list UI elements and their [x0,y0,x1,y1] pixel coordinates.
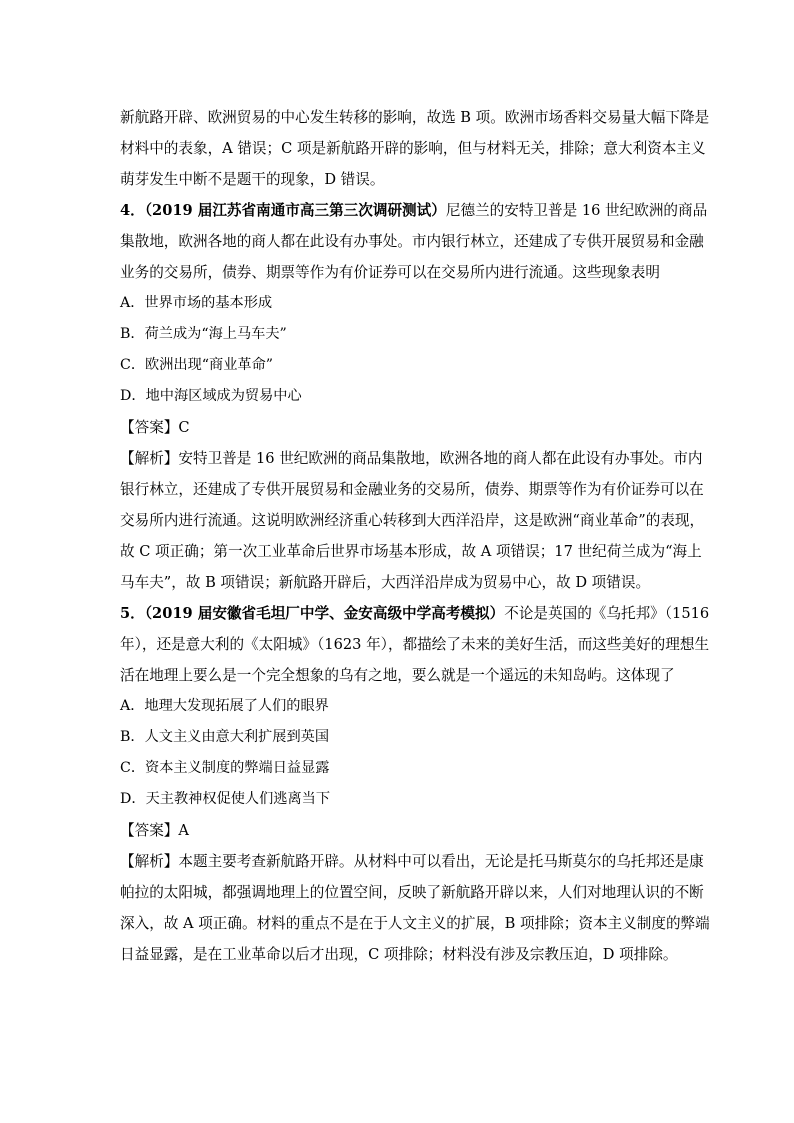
q5-stem-line-2: 年），还是意大利的《太阳城》（1623 年），都描绘了未来的美好生活，而这些美好的理想生 [120,636,710,653]
q5-option-d: D．天主教神权促使人们逃离当下 [120,791,331,807]
q4-option-a: A．世界市场的基本形成 [120,295,273,311]
q5-analysis-line-2: 帕拉的太阳城，都强调地理上的位置空间，反映了新航路开辟以来，人们对地理认识的不断 [120,884,704,901]
q5-stem-line-3: 活在地理上要么是一个完全想象的乌有之地，要么就是一个遥远的未知岛屿。这体现了 [120,667,675,684]
q5-answer [120,815,680,846]
q5-analysis-line-3: 深入，故 A 项正确。材料的重点不是在于人文主义的扩展，B 项排除；资本主义制度的弊端 [120,915,710,932]
q5-option-a: A．地理大发现拓展了人们的眼界 [120,698,329,714]
q5-stem-text: 不论是英国的《乌托邦》（1516 [504,605,710,622]
q4-stem-line-3: 业务的交易所，债券、期票等作为有价证券可以在交易所内进行流通。这些现象表明 [120,264,660,281]
prev-analysis-line-2: 材料中的表象，A 错误；C 项是新航路开辟的影响，但与材料无关，排除；意大利资本主义 [120,140,706,157]
q4-stem-text: 尼德兰的安特卫普是 16 世纪欧洲的商品 [445,202,708,219]
q5-answer-label: 【答案】 [120,822,179,839]
q4-analysis-line-5: 马车夫”，故 B 项错误；新航路开辟后，大西洋沿岸成为贸易中心，故 D 项错误。 [120,574,651,591]
q4-answer [120,412,680,443]
q5-option-b: B．人文主义由意大利扩展到英国 [120,729,330,745]
q5-source: （2019 届安徽省毛坦厂中学、金安高级中学高考模拟） [144,605,505,622]
prev-analysis-line-3: 萌芽发生中断不是题干的现象，D 错误。 [120,171,385,188]
q4-stem-line-1 [120,195,708,226]
q4-option-b: B．荷兰成为“海上马车夫” [120,326,287,342]
q5-number: 5． [120,605,145,622]
q5-answer-value: A [178,822,189,839]
q5-option-c: C．资本主义制度的弊端日益显露 [120,760,330,776]
q4-source: （2019 届江苏省南通市高三第三次调研测试） [144,202,446,219]
q5-analysis-line-1: 【解析】本题主要考查新航路开辟。从材料中可以看出，无论是托马斯莫尔的乌托邦还是康 [120,853,704,870]
q4-analysis-line-4: 故 C 项正确；第一次工业革命后世界市场基本形成，故 A 项错误；17 世纪荷兰成为“海上 [120,543,702,560]
q4-analysis-label: 【解析】 [120,450,179,467]
q4-stem-line-2: 集散地，欧洲各地的商人都在此设有办事处。市内银行林立，还建成了专供开展贸易和金融 [120,233,704,250]
q4-analysis-line-2: 银行林立，还建成了专供开展贸易和金融业务的交易所，债券、期票等作为有价证券可以在 [120,481,704,498]
q5-stem-line-1 [120,598,710,629]
q4-number: 4． [120,202,145,219]
q4-analysis-line-3: 交易所内进行流通。这说明欧洲经济重心转移到大西洋沿岸，这是欧洲“商业革命”的表现， [120,512,705,529]
q5-analysis-label: 【解析】 [120,853,179,870]
prev-analysis-line-1: 新航路开辟、欧洲贸易的中心发生转移的影响，故选 B 项。欧洲市场香料交易量大幅下降是 [120,109,710,126]
document-page [120,102,710,970]
q4-option-d: D．地中海区域成为贸易中心 [120,388,302,404]
q4-answer-value: C [178,419,190,436]
q4-option-c: C．欧洲出现“商业革命” [120,357,274,373]
q4-analysis-line-1: 【解析】安特卫普是 16 世纪欧洲的商品集散地，欧洲各地的商人都在此设有办事处。市内 [120,450,703,467]
q5-analysis-line-4: 日益显露，是在工业革命以后才出现，C 项排除；材料没有涉及宗教压迫，D 项排除。 [120,946,678,963]
q4-answer-label: 【答案】 [120,419,179,436]
